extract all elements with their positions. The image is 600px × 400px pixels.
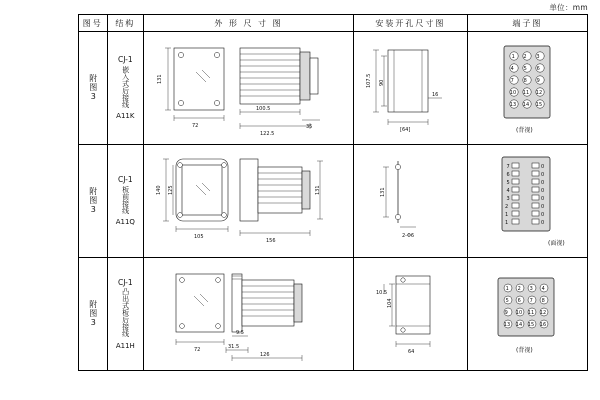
dim-131-row1: 131 [157, 74, 164, 84]
svg-text:9: 9 [536, 78, 540, 84]
svg-text:1: 1 [504, 212, 509, 218]
dim-156-row2: 156 [266, 238, 276, 244]
dim-140-row2: 140 [156, 185, 163, 195]
svg-text:3: 3 [536, 54, 540, 60]
cell-hole-1 [353, 32, 467, 145]
svg-text:5: 5 [506, 180, 510, 186]
header-hole: 安装开孔尺寸图 [353, 15, 467, 32]
outline-drawing-1 [144, 32, 353, 144]
unit-note: 单位：mm [549, 3, 588, 12]
table-row [79, 258, 588, 371]
svg-text:7: 7 [529, 298, 533, 304]
hole-drawing-2 [354, 145, 467, 257]
svg-text:1: 1 [504, 220, 509, 226]
structure-code-3: A11H [115, 341, 135, 350]
svg-text:10: 10 [515, 310, 523, 316]
dim-104-row3: 104 [386, 298, 393, 308]
structure-type-1: 嵌入式后接线 [121, 65, 130, 108]
dim-72-row3: 72 [194, 347, 201, 353]
svg-text:14: 14 [515, 322, 523, 328]
dim-315-row3: 31.5 [228, 344, 240, 350]
svg-text:8: 8 [541, 298, 545, 304]
dim-16-row1: 16 [431, 92, 439, 98]
svg-text:7: 7 [506, 164, 510, 170]
table-row [79, 145, 588, 258]
dim-90-row1: 90 [378, 79, 385, 86]
svg-text:0: 0 [540, 196, 545, 202]
terminal-caption-2: (面视) [547, 240, 565, 247]
svg-text:16: 16 [539, 322, 547, 328]
dim-126-row3: 126 [260, 352, 270, 358]
structure-code-1: A11K [116, 112, 135, 121]
cell-hole-2 [353, 145, 467, 258]
terminal-drawing-1 [468, 32, 587, 144]
cell-structure-1 [107, 32, 144, 145]
hole-drawing-1 [354, 32, 467, 144]
svg-text:10: 10 [509, 90, 517, 96]
svg-text:0: 0 [540, 172, 545, 178]
dim-72-row1: 72 [192, 123, 199, 129]
svg-text:0: 0 [540, 212, 545, 218]
svg-text:2: 2 [504, 204, 509, 210]
dim-131-hole-row2: 131 [379, 187, 386, 197]
hole-drawing-3 [354, 258, 467, 370]
header-outline: 外 形 尺 寸 图 [144, 15, 354, 32]
svg-text:0: 0 [540, 188, 545, 194]
dim-2phi6-row2: 2-Φ6 [401, 233, 414, 239]
svg-text:14: 14 [522, 102, 530, 108]
terminal-drawing-2 [468, 145, 587, 257]
svg-text:15: 15 [535, 102, 543, 108]
fig-no-label-1: 附图3 [88, 74, 98, 102]
svg-text:5: 5 [505, 298, 509, 304]
fig-no-label-3: 附图3 [88, 300, 98, 328]
structure-type-3: 凸出式板后接线 [121, 288, 130, 338]
svg-text:2: 2 [523, 54, 527, 60]
svg-text:12: 12 [535, 90, 543, 96]
structure-type-2: 板前接线 [121, 185, 130, 214]
structure-code-2: A11Q [115, 218, 135, 227]
svg-text:11: 11 [522, 90, 530, 96]
cell-structure-2 [107, 145, 144, 258]
table-header-row [79, 15, 588, 32]
cell-outline-1 [144, 32, 354, 145]
cell-terminal-3 [467, 258, 587, 371]
terminal-caption-1: (背视) [515, 127, 533, 134]
svg-text:0: 0 [540, 220, 545, 226]
structure-model-2: CJ-1 [117, 175, 133, 185]
header-terminal: 端子图 [467, 15, 587, 32]
cell-hole-3 [353, 258, 467, 371]
cell-structure-3 [107, 258, 144, 371]
table-row [79, 32, 588, 145]
dim-64-row1: [64] [399, 127, 411, 133]
svg-text:1: 1 [511, 54, 515, 60]
svg-text:6: 6 [517, 298, 521, 304]
svg-text:11: 11 [527, 310, 535, 316]
svg-text:12: 12 [539, 310, 547, 316]
svg-text:6: 6 [506, 172, 510, 178]
svg-text:6: 6 [536, 66, 540, 72]
svg-text:15: 15 [527, 322, 535, 328]
cell-fig-no-1 [79, 32, 108, 145]
svg-text:0: 0 [540, 204, 545, 210]
cell-fig-no-3 [79, 258, 108, 371]
terminal-drawing-3 [468, 258, 587, 370]
outline-drawing-3 [144, 258, 353, 370]
terminal-caption-3: (背视) [515, 347, 533, 354]
fig-no-label-2: 附图3 [88, 187, 98, 215]
dim-64-row3: 64 [407, 349, 415, 355]
svg-text:13: 13 [503, 322, 511, 328]
svg-text:4: 4 [541, 286, 545, 292]
svg-text:3: 3 [506, 196, 510, 202]
structure-model-1: CJ-1 [117, 55, 133, 65]
cell-outline-2 [144, 145, 354, 258]
structure-model-3: CJ-1 [117, 277, 133, 287]
dim-105-row3: 10.5 [375, 290, 387, 296]
svg-text:2: 2 [517, 286, 521, 292]
dim-35-row1: 35 [306, 124, 313, 130]
cell-fig-no-2 [79, 145, 108, 258]
svg-text:7: 7 [510, 78, 514, 84]
header-fig-no: 图号 [79, 15, 108, 32]
svg-text:4: 4 [510, 66, 514, 72]
dim-105-row2: 105 [194, 234, 204, 240]
svg-text:1: 1 [505, 286, 509, 292]
cell-outline-3 [144, 258, 354, 371]
svg-text:3: 3 [529, 286, 533, 292]
spec-table [78, 14, 588, 371]
svg-text:0: 0 [540, 180, 545, 186]
dim-125-row2: 125 [168, 185, 175, 195]
svg-text:13: 13 [509, 102, 517, 108]
dim-95-row3: 9.5 [236, 330, 245, 336]
svg-text:5: 5 [523, 66, 527, 72]
header-structure: 结构 [107, 15, 144, 32]
cell-terminal-2 [467, 145, 587, 258]
svg-text:9: 9 [504, 310, 508, 316]
svg-text:4: 4 [506, 188, 510, 194]
cell-terminal-1 [467, 32, 587, 145]
dim-1075-row1: 107.5 [365, 73, 372, 88]
dim-1225-row1: 122.5 [260, 131, 275, 137]
outline-drawing-2 [144, 145, 353, 257]
svg-text:8: 8 [523, 78, 527, 84]
svg-text:0: 0 [540, 164, 545, 170]
dim-1005-row1: 100.5 [256, 106, 271, 112]
dim-131-row2: 131 [315, 185, 322, 195]
